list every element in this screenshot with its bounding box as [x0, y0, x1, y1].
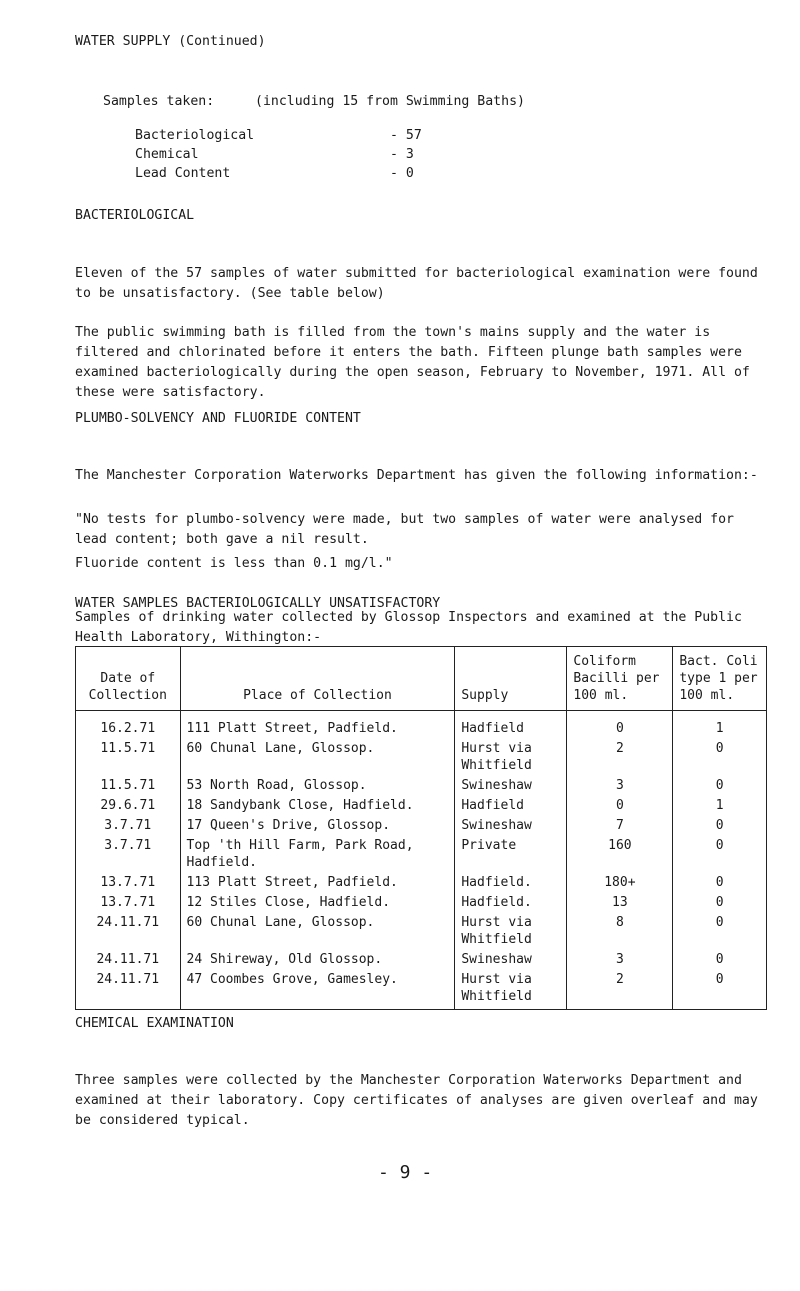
table-row — [76, 971, 767, 1010]
stat-label: Chemical — [135, 147, 199, 162]
stat-label: Lead Content — [135, 166, 231, 181]
heading-bacteriological: BACTERIOLOGICAL — [75, 208, 195, 223]
samples-taken-label: Samples taken: — [103, 94, 215, 109]
header-supply: Supply — [455, 647, 567, 711]
cell-place: 60 Chunal Lane, Glossop. — [180, 740, 455, 777]
cell-place: 53 North Road, Glossop. — [180, 777, 455, 797]
cell-coliform: 8 — [567, 914, 673, 951]
table-row — [76, 874, 767, 894]
cell-place: 47 Coombes Grove, Gamesley. — [180, 971, 455, 1010]
cell-bact: 0 — [673, 894, 767, 914]
stat-value: - 0 — [390, 166, 414, 181]
table-row — [76, 711, 767, 741]
table-row — [76, 797, 767, 817]
para-bacteriological: Eleven of the 57 samples of water submitted for bacteriological examination were found to be unsatisfactory. (See table below) — [75, 266, 758, 301]
cell-date: 13.7.71 — [76, 894, 181, 914]
cell-bact: 1 — [673, 797, 767, 817]
samples-table — [75, 646, 767, 1010]
cell-coliform: 180+ — [567, 874, 673, 894]
cell-coliform: 2 — [567, 971, 673, 1010]
table-row — [76, 817, 767, 837]
cell-date: 13.7.71 — [76, 874, 181, 894]
cell-coliform: 2 — [567, 740, 673, 777]
header-date: Date of Collection — [76, 647, 181, 711]
cell-supply: Swineshaw — [455, 951, 567, 971]
cell-supply: Hurst via Whitfield — [455, 914, 567, 951]
cell-place: 18 Sandybank Close, Hadfield. — [180, 797, 455, 817]
cell-date: 24.11.71 — [76, 951, 181, 971]
page-title: WATER SUPPLY (Continued) — [75, 34, 266, 49]
table-header-row — [76, 647, 767, 711]
samples-taken-note: (including 15 from Swimming Baths) — [255, 94, 525, 109]
cell-place: 12 Stiles Close, Hadfield. — [180, 894, 455, 914]
para-manchester: The Manchester Corporation Waterworks Department has given the following information:- — [75, 468, 758, 483]
cell-place: 113 Platt Street, Padfield. — [180, 874, 455, 894]
cell-bact: 0 — [673, 817, 767, 837]
header-bact-coli: Bact. Coli type 1 per 100 ml. — [673, 647, 767, 711]
table-row — [76, 914, 767, 951]
quote-lead-content: "No tests for plumbo-solvency were made, but two samples of water were analysed for lead content; both gave a nil result. — [75, 512, 734, 547]
cell-supply: Hadfield — [455, 711, 567, 741]
cell-date: 11.5.71 — [76, 740, 181, 777]
cell-date: 3.7.71 — [76, 817, 181, 837]
cell-supply: Hadfield. — [455, 894, 567, 914]
cell-date: 11.5.71 — [76, 777, 181, 797]
table-row — [76, 777, 767, 797]
heading-chemical: CHEMICAL EXAMINATION — [75, 1016, 234, 1031]
cell-supply: Hurst via Whitfield — [455, 740, 567, 777]
cell-coliform: 160 — [567, 837, 673, 874]
cell-coliform: 7 — [567, 817, 673, 837]
cell-coliform: 13 — [567, 894, 673, 914]
cell-coliform: 0 — [567, 797, 673, 817]
cell-date: 29.6.71 — [76, 797, 181, 817]
stat-label: Bacteriological — [135, 128, 255, 143]
cell-place: 24 Shireway, Old Glossop. — [180, 951, 455, 971]
heading-unsatisfactory: WATER SAMPLES BACTERIOLOGICALLY UNSATISFACTORY — [75, 596, 441, 611]
samples-stats — [135, 128, 422, 185]
cell-date: 3.7.71 — [76, 837, 181, 874]
cell-place: Top 'th Hill Farm, Park Road, Hadfield. — [180, 837, 455, 874]
para-swimming: The public swimming bath is filled from the town's mains supply and the water is filtered and chlorinated before it enters the bath. Fifteen plunge bath samples were examined bacteriologically during the open season, February to November, 1971. All of these were satisfactory. — [75, 325, 750, 400]
stat-row — [135, 147, 422, 166]
header-place: Place of Collection — [180, 647, 455, 711]
cell-bact: 1 — [673, 711, 767, 741]
cell-supply: Swineshaw — [455, 777, 567, 797]
stat-row — [135, 166, 422, 185]
heading-plumbo-solvency: PLUMBO-SOLVENCY AND FLUORIDE CONTENT — [75, 411, 361, 426]
quote-fluoride: Fluoride content is less than 0.1 mg/l." — [75, 556, 393, 571]
cell-place: 111 Platt Street, Padfield. — [180, 711, 455, 741]
table-row — [76, 740, 767, 777]
cell-bact: 0 — [673, 740, 767, 777]
cell-supply: Hadfield. — [455, 874, 567, 894]
stat-value: - 3 — [390, 147, 414, 162]
cell-supply: Private — [455, 837, 567, 874]
cell-coliform: 3 — [567, 951, 673, 971]
para-glossop: Samples of drinking water collected by Glossop Inspectors and examined at the Public Health Laboratory, Withington:- — [75, 610, 742, 645]
table-row — [76, 894, 767, 914]
cell-place: 17 Queen's Drive, Glossop. — [180, 817, 455, 837]
stat-row — [135, 128, 422, 147]
para-chemical: Three samples were collected by the Manchester Corporation Waterworks Department and examined at their laboratory. Copy certificates of analyses are given overleaf and may be considered typical. — [75, 1073, 758, 1128]
cell-bact: 0 — [673, 971, 767, 1010]
table-row — [76, 951, 767, 971]
cell-supply: Hurst via Whitfield — [455, 971, 567, 1010]
cell-bact: 0 — [673, 837, 767, 874]
cell-date: 24.11.71 — [76, 971, 181, 1010]
table-row — [76, 837, 767, 874]
cell-bact: 0 — [673, 874, 767, 894]
page-number: - 9 - — [378, 1162, 433, 1183]
cell-coliform: 3 — [567, 777, 673, 797]
cell-supply: Swineshaw — [455, 817, 567, 837]
cell-date: 24.11.71 — [76, 914, 181, 951]
cell-bact: 0 — [673, 914, 767, 951]
cell-supply: Hadfield — [455, 797, 567, 817]
cell-bact: 0 — [673, 777, 767, 797]
stat-value: - 57 — [390, 128, 422, 143]
cell-date: 16.2.71 — [76, 711, 181, 741]
cell-coliform: 0 — [567, 711, 673, 741]
cell-place: 60 Chunal Lane, Glossop. — [180, 914, 455, 951]
cell-bact: 0 — [673, 951, 767, 971]
header-coliform: Coliform Bacilli per 100 ml. — [567, 647, 673, 711]
